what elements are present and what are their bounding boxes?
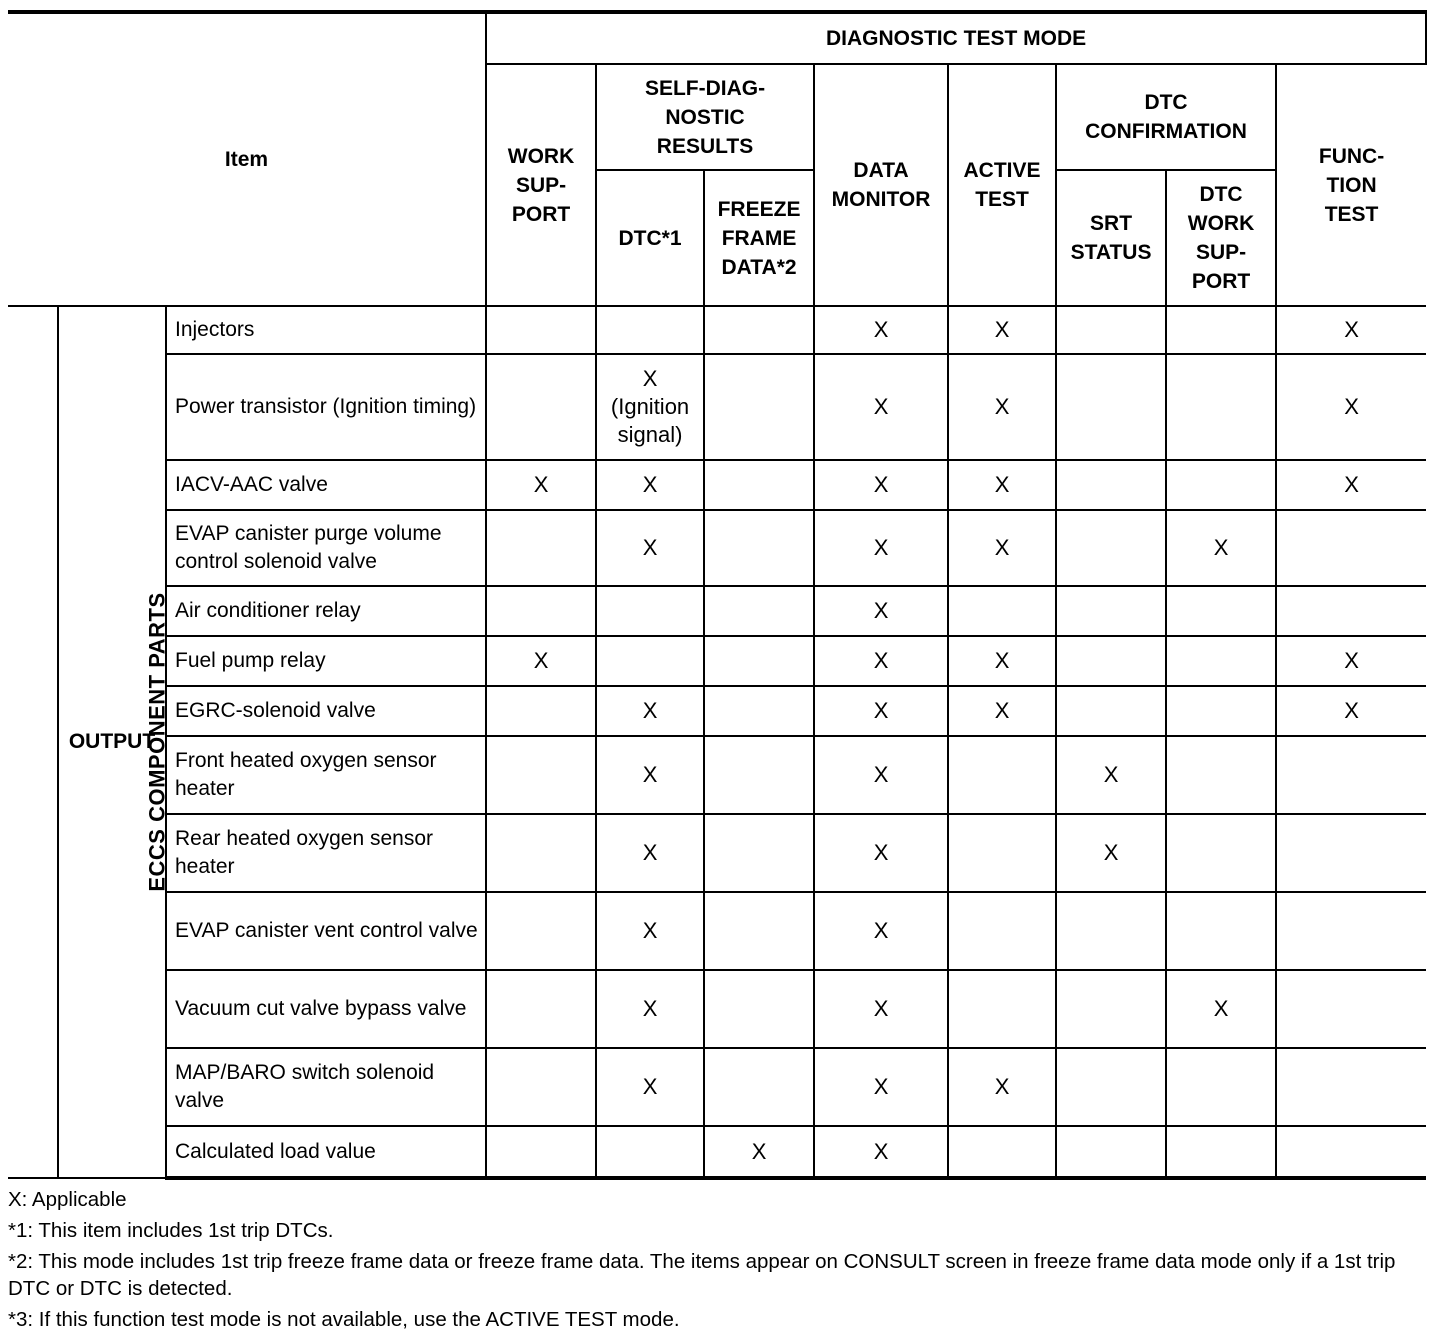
work-support-header: WORK SUP- PORT — [486, 64, 596, 306]
applicability-cell: X — [596, 814, 704, 892]
item-name: Fuel pump relay — [166, 636, 486, 686]
applicability-cell: X — [596, 1048, 704, 1126]
applicability-cell: X — [1276, 306, 1426, 354]
applicability-cell — [1276, 736, 1426, 814]
applicability-cell: X — [1056, 736, 1166, 814]
applicability-cell: X — [486, 636, 596, 686]
applicability-cell — [486, 1048, 596, 1126]
applicability-cell — [1056, 892, 1166, 970]
footnote-2: *2: This mode includes 1st trip freeze frame data or freeze frame data. The items appear on CONSULT screen in freeze frame data mode only if a 1st trip DTC or DTC is detected. — [8, 1250, 1396, 1300]
srt-status-header: SRT STATUS — [1056, 170, 1166, 306]
applicability-cell — [486, 1126, 596, 1178]
applicability-cell — [486, 970, 596, 1048]
applicability-cell: X — [948, 306, 1056, 354]
applicability-cell: X — [814, 814, 948, 892]
applicability-cell — [486, 814, 596, 892]
table-row — [8, 970, 1426, 1048]
applicability-cell — [1056, 586, 1166, 636]
applicability-cell: X — [596, 460, 704, 510]
dtc-confirmation-header: DTC CONFIRMATION — [1056, 64, 1276, 170]
table-row — [8, 1048, 1426, 1126]
applicability-cell — [596, 1126, 704, 1178]
diagnostic-test-mode-table — [8, 10, 1427, 1180]
applicability-cell — [1166, 636, 1276, 686]
table-row — [8, 814, 1426, 892]
applicability-cell — [486, 686, 596, 736]
applicability-cell — [1056, 1048, 1166, 1126]
applicability-cell: X — [814, 736, 948, 814]
item-name: Front heated oxygen sensor heater — [166, 736, 486, 814]
diagnostic-test-mode-header: DIAGNOSTIC TEST MODE — [486, 12, 1426, 64]
item-name: MAP/BARO switch solenoid valve — [166, 1048, 486, 1126]
applicability-cell — [1056, 306, 1166, 354]
applicability-cell — [948, 736, 1056, 814]
applicability-cell — [704, 460, 814, 510]
applicability-cell: X — [814, 970, 948, 1048]
table-row — [8, 460, 1426, 510]
applicability-cell — [704, 586, 814, 636]
applicability-cell — [1166, 460, 1276, 510]
footnote-1: *1: This item includes 1st trip DTCs. — [8, 1219, 334, 1242]
applicability-cell: X — [1166, 970, 1276, 1048]
dtc-work-support-header: DTC WORK SUP- PORT — [1166, 170, 1276, 306]
applicability-cell — [704, 892, 814, 970]
applicability-cell: X — [596, 736, 704, 814]
applicability-cell: X — [596, 686, 704, 736]
table-row — [8, 510, 1426, 586]
footnote-applicable: X: Applicable — [8, 1188, 127, 1211]
item-name: IACV-AAC valve — [166, 460, 486, 510]
active-test-header: ACTIVE TEST — [948, 64, 1056, 306]
applicability-cell — [486, 892, 596, 970]
applicability-cell: X — [1276, 460, 1426, 510]
applicability-cell: X — [814, 1048, 948, 1126]
applicability-cell — [1166, 306, 1276, 354]
applicability-cell — [1276, 510, 1426, 586]
applicability-cell — [486, 354, 596, 460]
applicability-cell: X — [1056, 814, 1166, 892]
applicability-cell — [1276, 586, 1426, 636]
applicability-cell — [486, 586, 596, 636]
item-name: EVAP canister purge volume control solenoid valve — [166, 510, 486, 586]
table-row — [8, 636, 1426, 686]
applicability-cell: X — [948, 354, 1056, 460]
applicability-cell — [1056, 970, 1166, 1048]
applicability-cell — [596, 586, 704, 636]
item-column-header: Item — [8, 12, 486, 306]
applicability-cell: X — [948, 686, 1056, 736]
applicability-cell: X — [948, 510, 1056, 586]
applicability-cell — [1166, 586, 1276, 636]
applicability-cell — [1276, 1126, 1426, 1178]
applicability-cell — [1166, 686, 1276, 736]
applicability-cell — [486, 306, 596, 354]
applicability-cell: X — [1276, 636, 1426, 686]
applicability-cell — [1166, 892, 1276, 970]
item-name: Vacuum cut valve bypass valve — [166, 970, 486, 1048]
applicability-cell: X — [948, 1048, 1056, 1126]
freeze-frame-data-header: FREEZE FRAME DATA*2 — [704, 170, 814, 306]
applicability-cell: X — [948, 460, 1056, 510]
applicability-cell — [1276, 970, 1426, 1048]
table-row — [8, 1126, 1426, 1178]
applicability-cell: X — [596, 510, 704, 586]
footnote-3: *3: If this function test mode is not available, use the ACTIVE TEST mode. — [8, 1308, 680, 1331]
function-test-header: FUNC- TION TEST — [1276, 64, 1426, 306]
applicability-cell — [704, 1048, 814, 1126]
applicability-cell — [1276, 814, 1426, 892]
applicability-cell — [704, 354, 814, 460]
item-name: Rear heated oxygen sensor heater — [166, 814, 486, 892]
applicability-cell — [948, 970, 1056, 1048]
applicability-cell — [1056, 636, 1166, 686]
data-monitor-header: DATA MONITOR — [814, 64, 948, 306]
applicability-cell: X — [1166, 510, 1276, 586]
applicability-cell — [1166, 1126, 1276, 1178]
item-name: Calculated load value — [166, 1126, 486, 1178]
applicability-cell — [1056, 354, 1166, 460]
table-row — [8, 892, 1426, 970]
applicability-cell — [704, 510, 814, 586]
applicability-cell: X — [814, 306, 948, 354]
applicability-cell — [1056, 686, 1166, 736]
applicability-cell — [1166, 736, 1276, 814]
applicability-cell: X — [814, 510, 948, 586]
applicability-cell: X — [814, 586, 948, 636]
applicability-cell — [704, 736, 814, 814]
applicability-cell: X — [814, 354, 948, 460]
applicability-cell: X — [596, 892, 704, 970]
applicability-cell: X — [948, 636, 1056, 686]
applicability-cell — [1276, 892, 1426, 970]
table-row — [8, 354, 1426, 460]
applicability-cell — [704, 686, 814, 736]
applicability-cell: X (Ignition signal) — [596, 354, 704, 460]
applicability-cell — [948, 814, 1056, 892]
applicability-cell: X — [814, 1126, 948, 1178]
applicability-cell: X — [704, 1126, 814, 1178]
applicability-cell — [704, 970, 814, 1048]
applicability-cell — [704, 306, 814, 354]
self-diagnostic-results-header: SELF-DIAG- NOSTIC RESULTS — [596, 64, 814, 170]
applicability-cell: X — [814, 892, 948, 970]
applicability-cell: X — [596, 970, 704, 1048]
applicability-cell — [1166, 1048, 1276, 1126]
item-name: Injectors — [166, 306, 486, 354]
applicability-cell: X — [1276, 354, 1426, 460]
applicability-cell — [1056, 460, 1166, 510]
footnotes — [8, 1186, 1426, 1333]
diagnostic-table-page — [8, 10, 1426, 1337]
applicability-cell: X — [814, 686, 948, 736]
table-row — [8, 686, 1426, 736]
applicability-cell — [486, 510, 596, 586]
applicability-cell — [704, 814, 814, 892]
group-label: ECCS COMPONENT PARTS — [144, 592, 170, 892]
applicability-cell — [596, 306, 704, 354]
applicability-cell: X — [814, 636, 948, 686]
applicability-cell: X — [486, 460, 596, 510]
applicability-cell — [948, 1126, 1056, 1178]
applicability-cell — [596, 636, 704, 686]
applicability-cell — [486, 736, 596, 814]
item-name: EVAP canister vent control valve — [166, 892, 486, 970]
table-row — [8, 306, 1426, 354]
applicability-cell — [1056, 1126, 1166, 1178]
applicability-cell — [948, 586, 1056, 636]
applicability-cell: X — [814, 460, 948, 510]
applicability-cell — [1166, 814, 1276, 892]
applicability-cell — [704, 636, 814, 686]
applicability-cell — [1166, 354, 1276, 460]
table-row — [8, 736, 1426, 814]
applicability-cell — [1056, 510, 1166, 586]
applicability-cell — [1276, 1048, 1426, 1126]
subgroup-label: OUTPUT — [58, 306, 166, 1178]
item-name: Power transistor (Ignition timing) — [166, 354, 486, 460]
table-row — [8, 586, 1426, 636]
item-name: EGRC-solenoid valve — [166, 686, 486, 736]
item-name: Air conditioner relay — [166, 586, 486, 636]
dtc1-header: DTC*1 — [596, 170, 704, 306]
applicability-cell: X — [1276, 686, 1426, 736]
applicability-cell — [948, 892, 1056, 970]
